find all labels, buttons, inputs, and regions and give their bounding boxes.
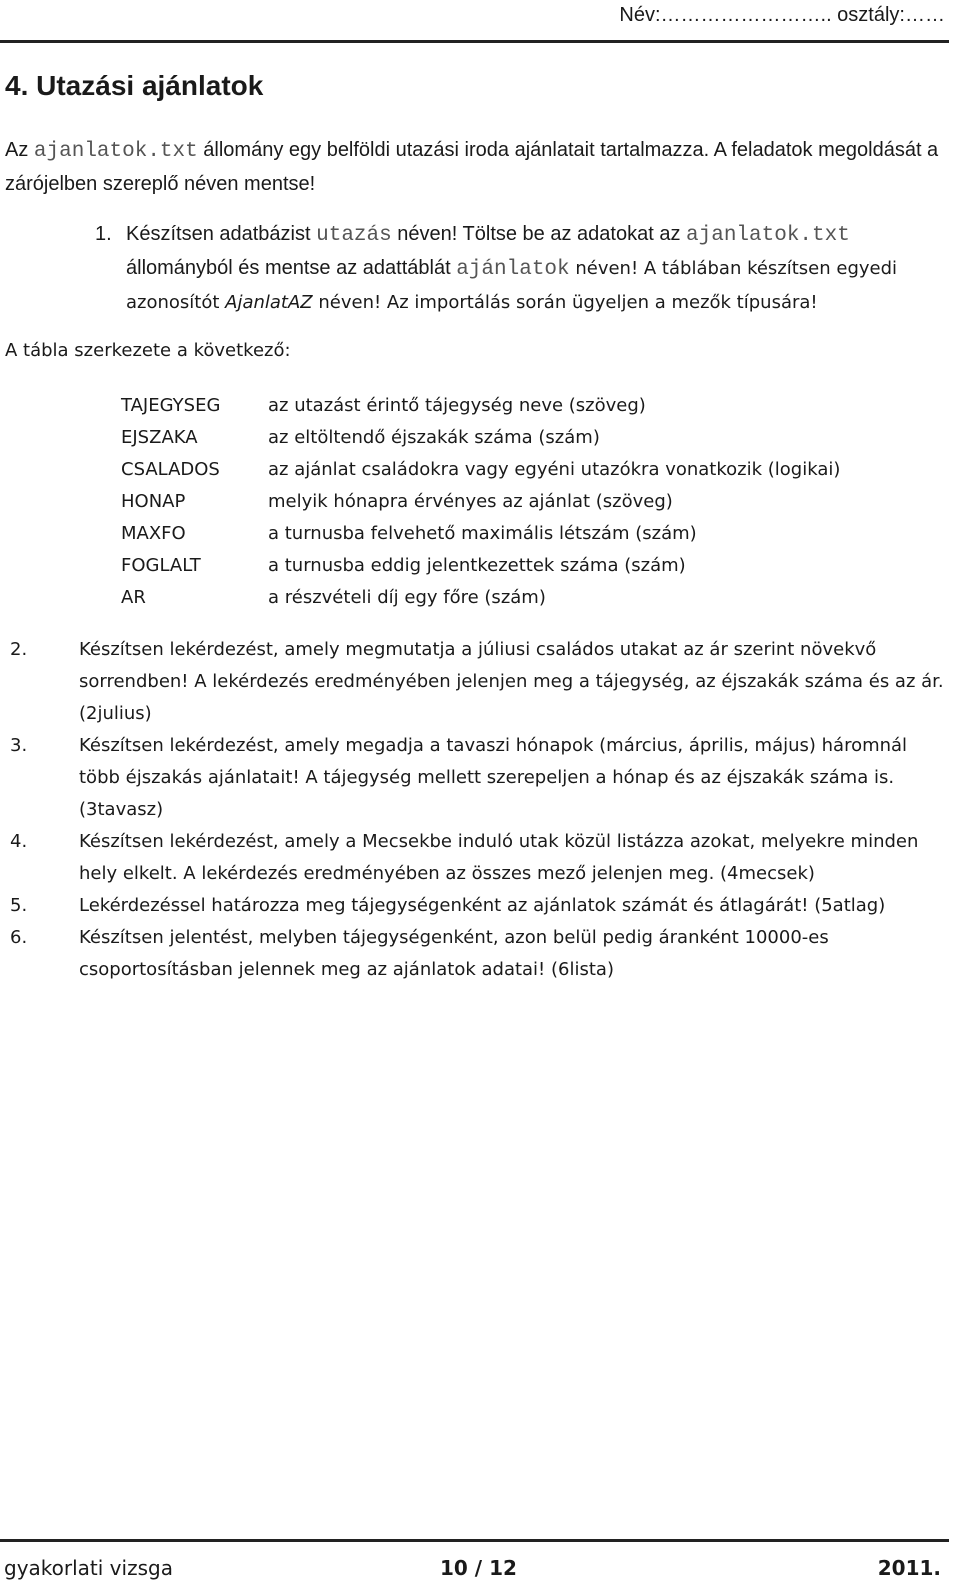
intro-filename: ajanlatok.txt [33,140,198,163]
field-description: az ajánlat családokra vagy egyéni utazókra vonatkozik (logikai) [268,459,841,480]
task-text: Készítsen lekérdezést, amely megadja a tavaszi hónapok (március, április, május) háromnál több éjszakás ajánlatait! A tájegység mellett szerepeljen a hónap és az éjszakák száma is. (3tavasz) [79,735,908,820]
task-text: Készítsen lekérdezést, amely a Mecsekbe induló utak közül listázza azokat, melyekre minden hely elkelt. A lekérdezés eredményében az összes mező jelenjen meg. (4mecsek) [79,831,919,884]
task-1-text [126,218,950,319]
field-name: FOGLALT [121,555,201,576]
task-list [5,634,945,986]
task-number: 4. [10,831,28,852]
task-1-text-b: néven! Töltse be az adatokat az [391,223,687,245]
task-number: 3. [10,735,28,756]
footer-exam-type: gyakorlati vizsga [4,1556,173,1580]
field-description: melyik hónapra érvényes az ajánlat (szöveg) [268,491,673,512]
task-item [5,890,945,922]
intro-text-b: állomány egy belföldi utazási iroda ajánlatait tartalmazza. A feladatok megoldását a zárójelben szereplő néven mentse! [5,139,939,195]
task-item [5,634,945,730]
task-number: 2. [10,639,28,660]
field-description: a turnusba felvehető maximális létszám (szám) [268,523,697,544]
task-text: Készítsen lekérdezést, amely megmutatja a júliusi családos utakat az ár szerint növekvő sorrendben! A lekérdezés eredményében jelenjen meg a tájegység, az éjszakák száma és az ár. (2julius) [79,639,944,724]
page-footer [0,1539,949,1590]
task-item [5,730,945,826]
field-description: a részvételi díj egy főre (szám) [268,587,546,608]
field-row [121,390,921,422]
task-1-text-d: néven! A táblában készítsen egyedi azonosítót [126,258,898,313]
task-1-filename: ajanlatok.txt [686,224,850,247]
task-number: 6. [10,927,28,948]
field-row [121,518,921,550]
intro-text-a: Az [5,139,34,161]
field-name: HONAP [121,491,186,512]
task-1-db-name: utazás [316,224,392,247]
footer-year: 2011. [877,1556,941,1580]
task-1-text-c: állományból és mentse az adattáblát [126,257,457,279]
task-1-number: 1. [95,223,112,245]
task-1-text-a: Készítsen adatbázist [126,223,317,245]
intro-paragraph [5,134,950,200]
field-row [121,550,921,582]
field-row [121,422,921,454]
page-header [0,0,949,43]
field-name: TAJEGYSEG [121,395,221,416]
task-number: 5. [10,895,28,916]
task-1-table-name: ajánlatok [456,258,570,281]
task-item [5,826,945,890]
task-1-text-e: néven! Az importálás során ügyeljen a mezők típusára! [312,292,818,313]
structure-label: A tábla szerkezete a következő: [5,340,291,361]
field-name: MAXFO [121,523,186,544]
footer-page-number: 10 / 12 [440,1556,517,1580]
task-1-id-field: AjanlatAZ [225,292,313,313]
field-description: az eltöltendő éjszakák száma (szám) [268,427,600,448]
field-list [121,390,921,614]
field-row [121,582,921,614]
field-description: az utazást érintő tájegység neve (szöveg) [268,395,646,416]
field-row [121,454,921,486]
field-row [121,486,921,518]
field-name: CSALADOS [121,459,220,480]
task-text: Készítsen jelentést, melyben tájegységenként, azon belül pedig áranként 10000-es csoportosításban jelennek meg az ajánlatok adatai! (6lista) [79,927,829,980]
field-name: AR [121,587,146,608]
field-description: a turnusba eddig jelentkezettek száma (szám) [268,555,686,576]
task-item [5,922,945,986]
task-text: Lekérdezéssel határozza meg tájegységenként az ajánlatok számát és átlagárát! (5atlag) [79,895,886,916]
name-class-line: Név:…………………….. osztály:…… [619,4,945,26]
section-title: 4. Utazási ajánlatok [5,70,264,101]
field-name: EJSZAKA [121,427,198,448]
